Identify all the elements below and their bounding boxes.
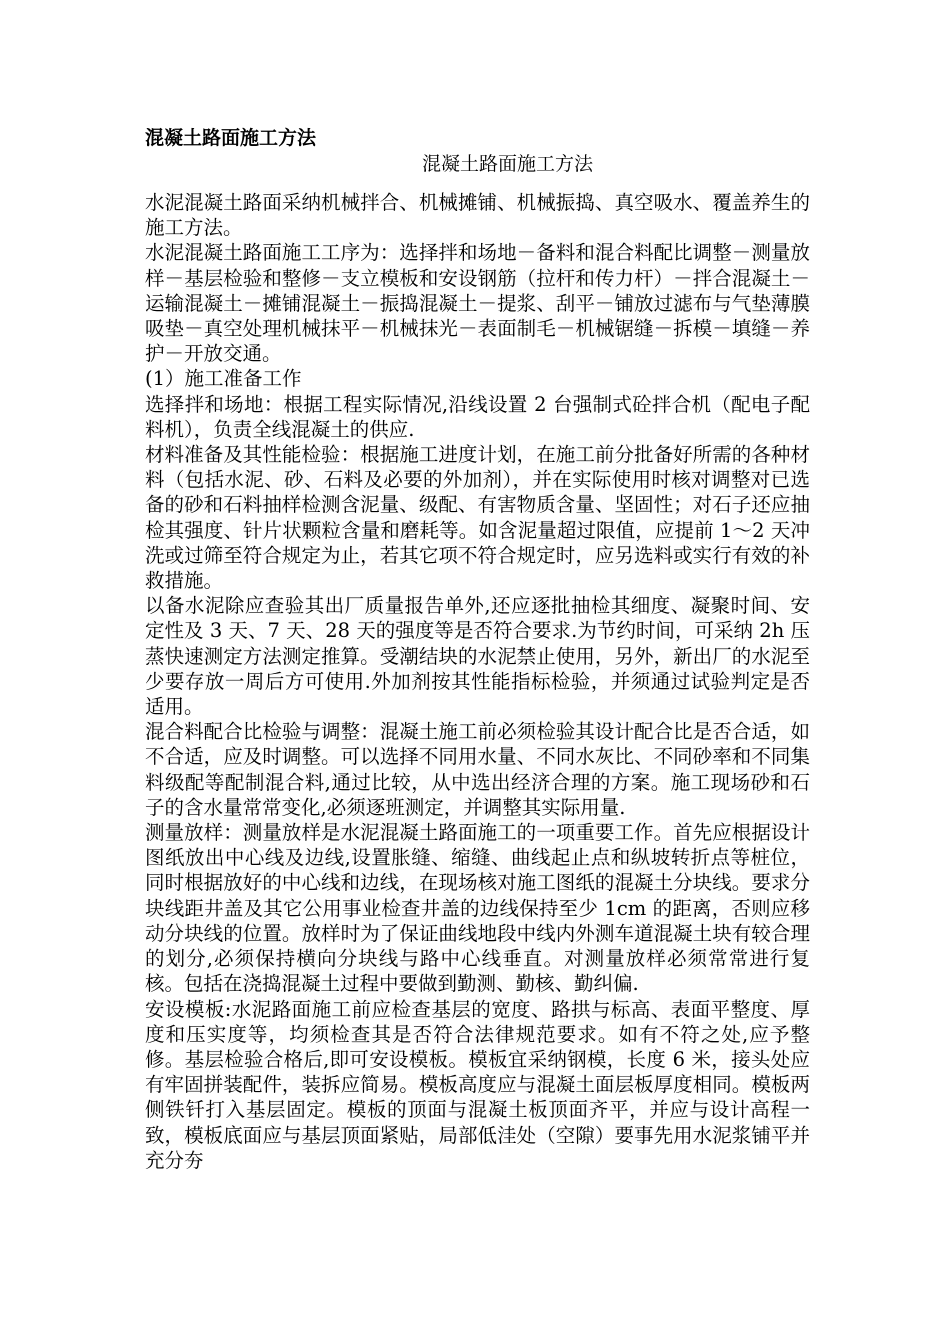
document-subtitle: 混凝土路面施工方法 [422,153,594,175]
paragraph-formwork: 安设模板:水泥路面施工前应检查基层的宽度、路拱与标高、表面平整度、厚度和压实度等，均须检查其是否符合法律规范要求。如有不符之处,应予整修。基层检验合格后,即可安设模板。模板宜采纳钢模，长度 6 米，接头处应有牢固拼装配件，装拆应简易。模板高度应与混凝土面层板厚度相同。模板两侧铁钎打入基层固定。模板的顶面与混凝土板顶面齐平，并应与设计高程一致，模板底面应与基层顶面紧贴，局部低洼处（空隙）要事先用水泥浆铺平并充分夯 [145,997,810,1172]
paragraph-material-prep: 材料准备及其性能检验：根据施工进度计划，在施工前分批备好所需的各种材料（包括水泥、砂、石料及必要的外加剂），并在实际使用时核对调整对已选备的砂和石料抽样检测含泥量、级配、有害物质含量、坚固性；对石子还应抽检其强度、针片状颗粒含量和磨耗等。如含泥量超过限值，应提前 1～2 天冲洗或过筛至符合规定为止，若其它项不符合规定时，应另选料或实行有效的补救措施。 [145,443,810,593]
paragraph-mix-ratio: 混合料配合比检验与调整：混凝土施工前必须检验其设计配合比是否合适，如不合适，应及时调整。可以选择不同用水量、不同水灰比、不同砂率和不同集料级配等配制混合料,通过比较，从中选出经济合理的方案。施工现场砂和石子的含水量常常变化,必须逐班测定，并调整其实际用量. [145,720,810,819]
section-heading-preparation: (1）施工准备工作 [145,367,302,391]
document-title: 混凝土路面施工方法 [145,127,317,149]
paragraph-mixing-site: 选择拌和场地：根据工程实际情况,沿线设置 2 台强制式砼拌合机（配电子配料机），负责全线混凝土的供应. [145,392,810,441]
paragraph-cement-check: 以备水泥除应查验其出厂质量报告单外,还应逐批抽检其细度、凝聚时间、安定性及 3 天、7 天、28 天的强度等是否符合要求.为节约时间，可采纳 2h 压蒸快速测定方法测定推算。受潮结块的水泥禁止使用，另外，新出厂的水泥至少要存放一周后方可使用.外加剂按其性能指标检验，并须通过试验判定是否适用。 [145,594,810,719]
document-body [145,190,810,1173]
paragraph-survey-staking: 测量放样：测量放样是水泥混凝土路面施工的一项重要工作。首先应根据设计图纸放出中心线及边线,设置胀缝、缩缝、曲线起止点和纵坡转折点等桩位，同时根据放好的中心线和边线，在现场核对施工图纸的混凝土分块线。要求分块线距井盖及其它公用事业检查井盖的边线保持至少 1cm 的距离，否则应移动分块线的位置。放样时为了保证曲线地段中线内外测车道混凝土块有较合理的划分,必须保持横向分块线与路中心线垂直。对测量放样必须常常进行复核。包括在浇捣混凝土过程中要做到勤测、勤核、勤纠偏. [145,821,810,996]
paragraph-process-sequence: 水泥混凝土路面施工工序为：选择拌和场地－备料和混合料配比调整－测量放样－基层检验和整修－支立模板和安设钢筋（拉杆和传力杆）－拌合混凝土－运输混凝土－摊铺混凝土－振捣混凝土－提浆、刮平－铺放过滤布与气垫薄膜吸垫－真空处理机械抹平－机械抹光－表面制毛－机械锯缝－拆模－填缝－养护－开放交通。 [145,241,810,366]
paragraph-intro: 水泥混凝土路面采纳机械拌合、机械摊铺、机械振捣、真空吸水、覆盖养生的施工方法。 [145,191,810,240]
